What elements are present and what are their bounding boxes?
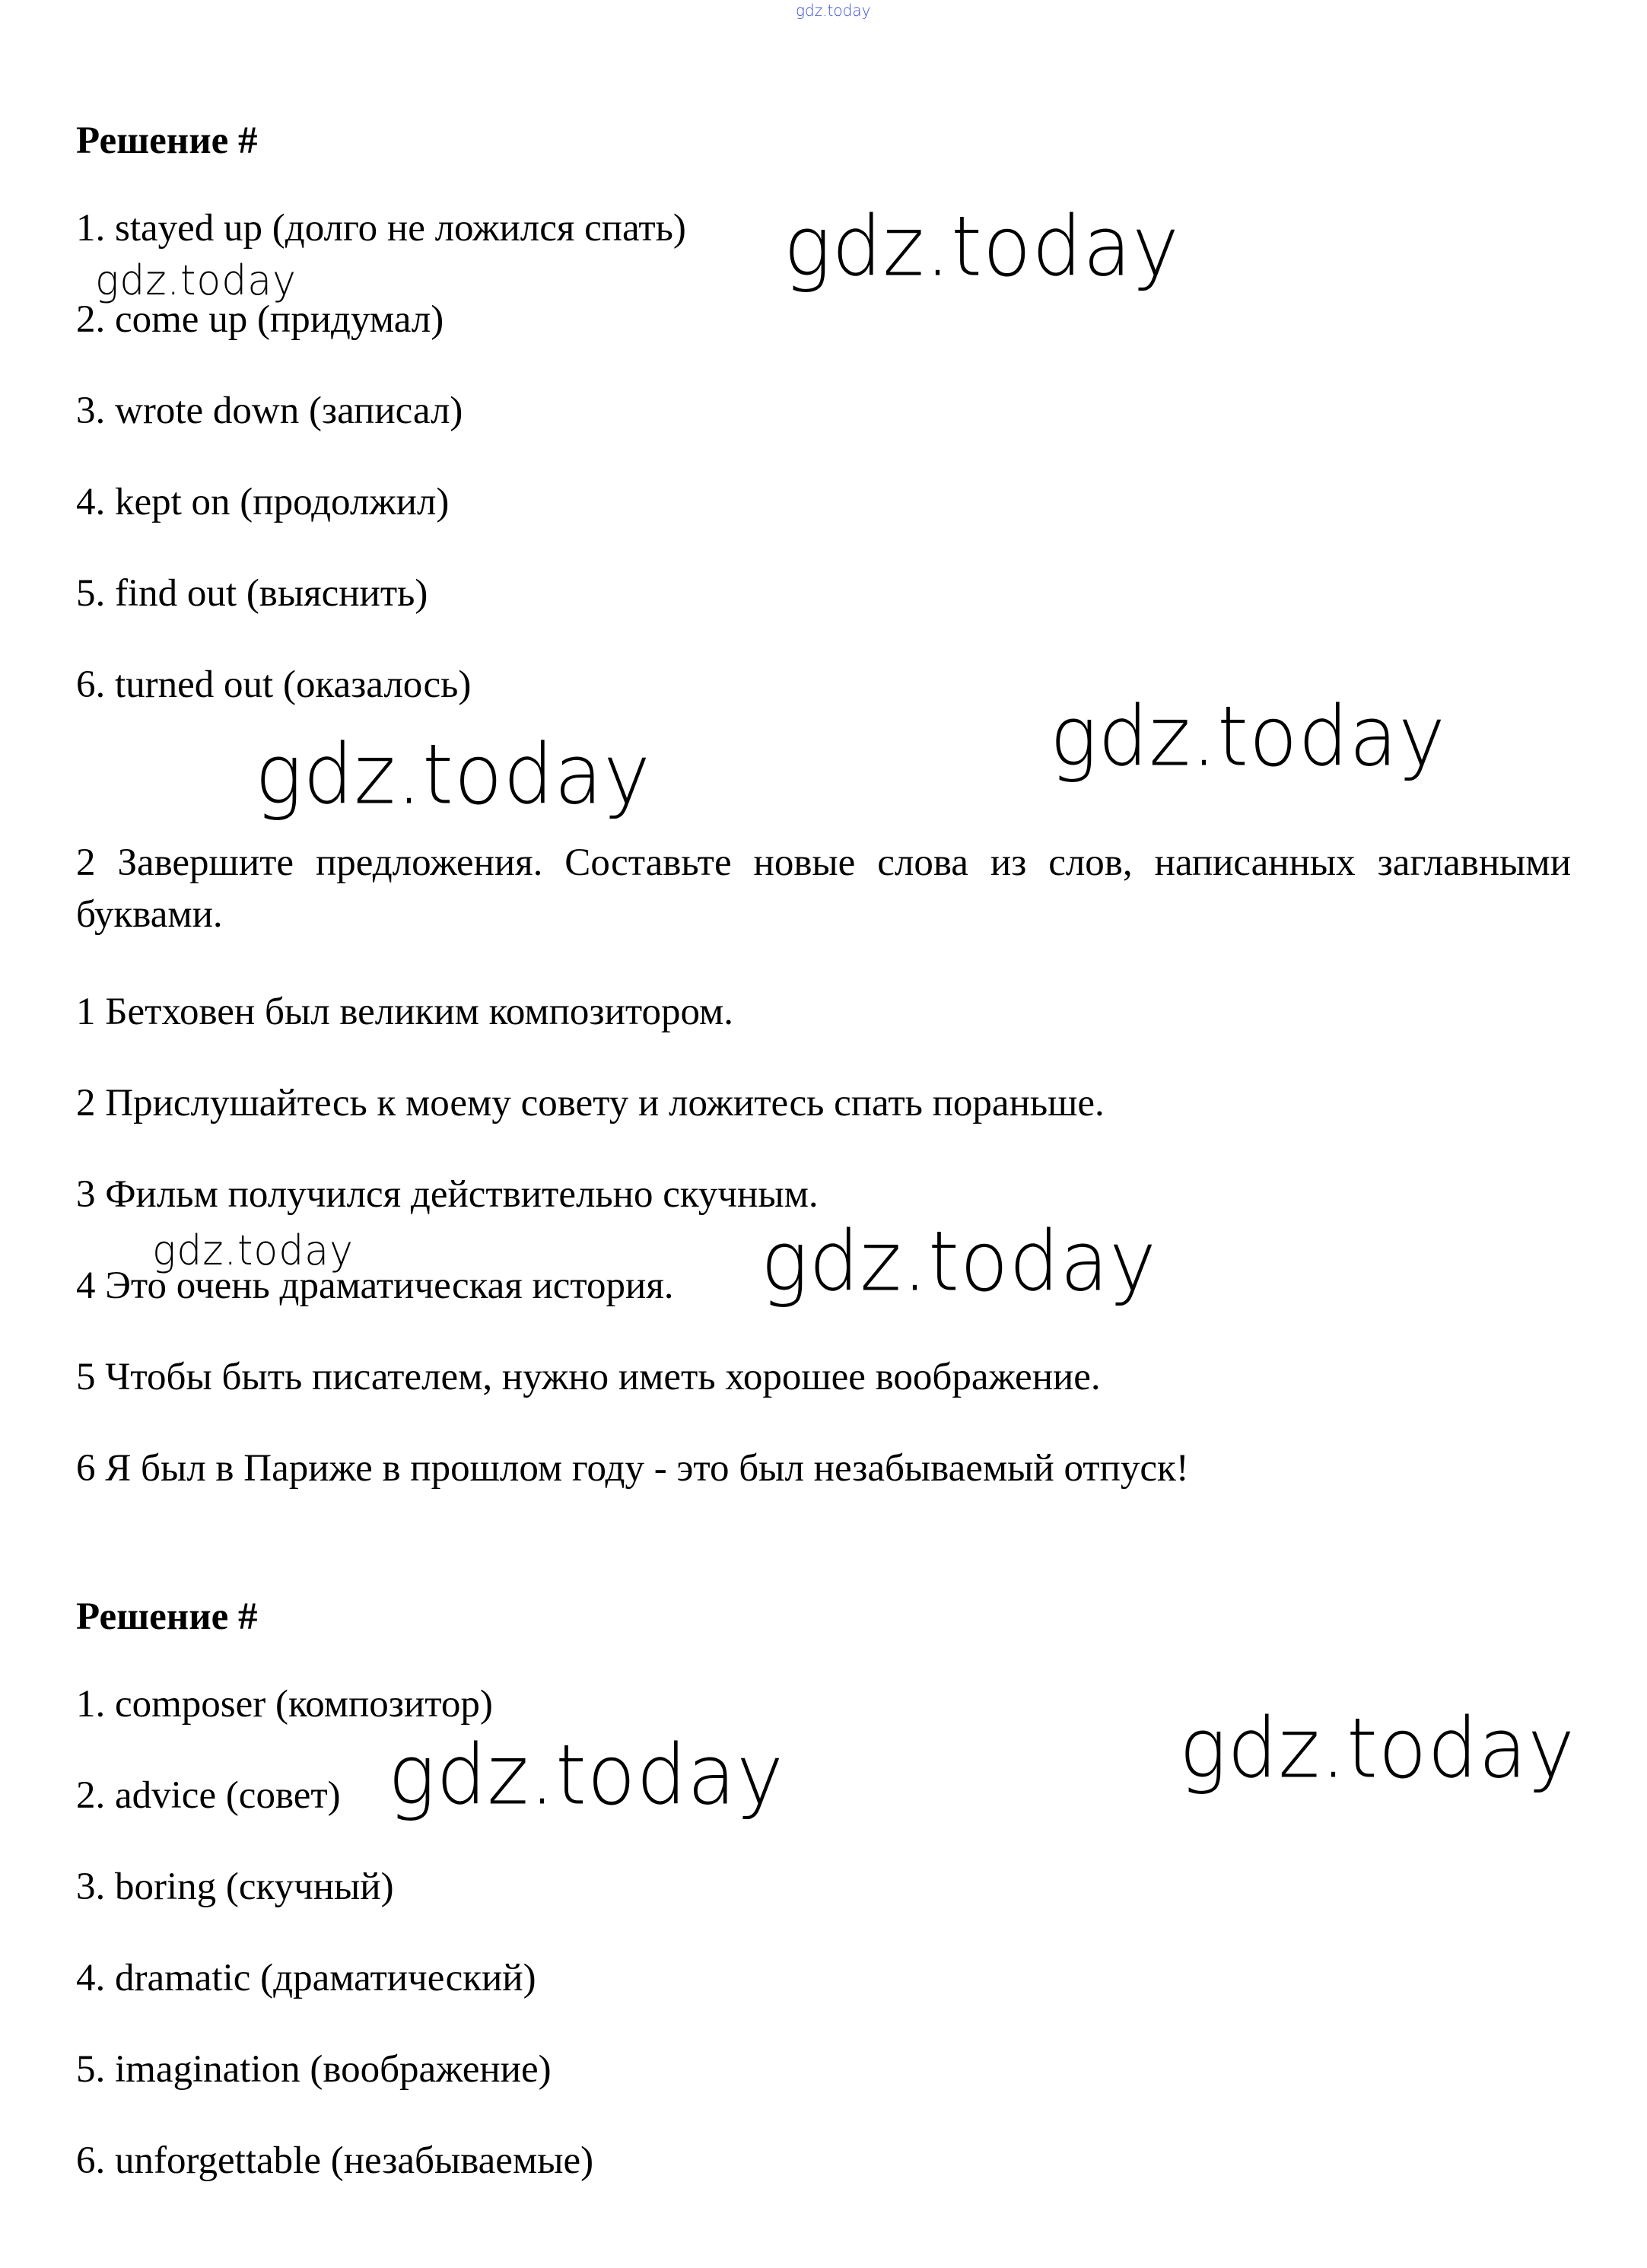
answer-item-2-3: 3. boring (скучный) [76,1866,394,1908]
answer-item-2-4: 4. dramatic (драматический) [76,1957,536,1999]
answer-item-2-5: 5. imagination (воображение) [76,2048,552,2091]
answer-item-1-6: 6. turned out (оказалось) [76,663,472,706]
task-instruction: 2 Завершите предложения. Составьте новые слова из слов, написанных заглавными буквами. [76,841,1571,936]
watermark-4: gdz.today [255,725,651,823]
watermark-top: gdz.today [796,0,871,21]
task-sentence-6: 6 Я был в Париже в прошлом году - это был незабываемый отпуск! [76,1447,1189,1490]
answer-item-1-1: 1. stayed up (долго не ложился спать) [76,207,686,250]
answer-item-2-2: 2. advice (совет) [76,1774,341,1817]
task-sentence-2: 2 Прислушайтесь к моему совету и ложитесь спать пораньше. [76,1082,1105,1124]
watermark-1: gdz.today [784,197,1180,295]
task-sentence-4: 4 Это очень драматическая история. [76,1264,674,1307]
answer-item-1-3: 3. wrote down (записал) [76,390,463,432]
watermark-8: gdz.today [388,1726,784,1824]
watermark-6: gdz.today [761,1212,1157,1310]
watermark-7: gdz.today [1179,1699,1575,1797]
watermark-2: gdz.today [95,256,297,305]
watermark-5: gdz.today [152,1226,354,1275]
task-sentence-3: 3 Фильм получился действительно скучным. [76,1173,819,1216]
answer-item-1-5: 5. find out (выяснить) [76,572,428,615]
task-sentence-5: 5 Чтобы быть писателем, нужно иметь хорошее воображение. [76,1356,1101,1398]
answer-item-2-6: 6. unforgettable (незабываемые) [76,2139,594,2182]
answer-item-1-4: 4. kept on (продолжил) [76,481,450,523]
solution-heading-2: Решение # [76,1595,258,1638]
solution-heading-1: Решение # [76,119,258,162]
answer-item-1-2: 2. come up (придумал) [76,298,444,341]
answer-item-2-1: 1. composer (композитор) [76,1683,493,1726]
task-sentence-1: 1 Бетховен был великим композитором. [76,991,734,1033]
watermark-3: gdz.today [1050,687,1446,785]
